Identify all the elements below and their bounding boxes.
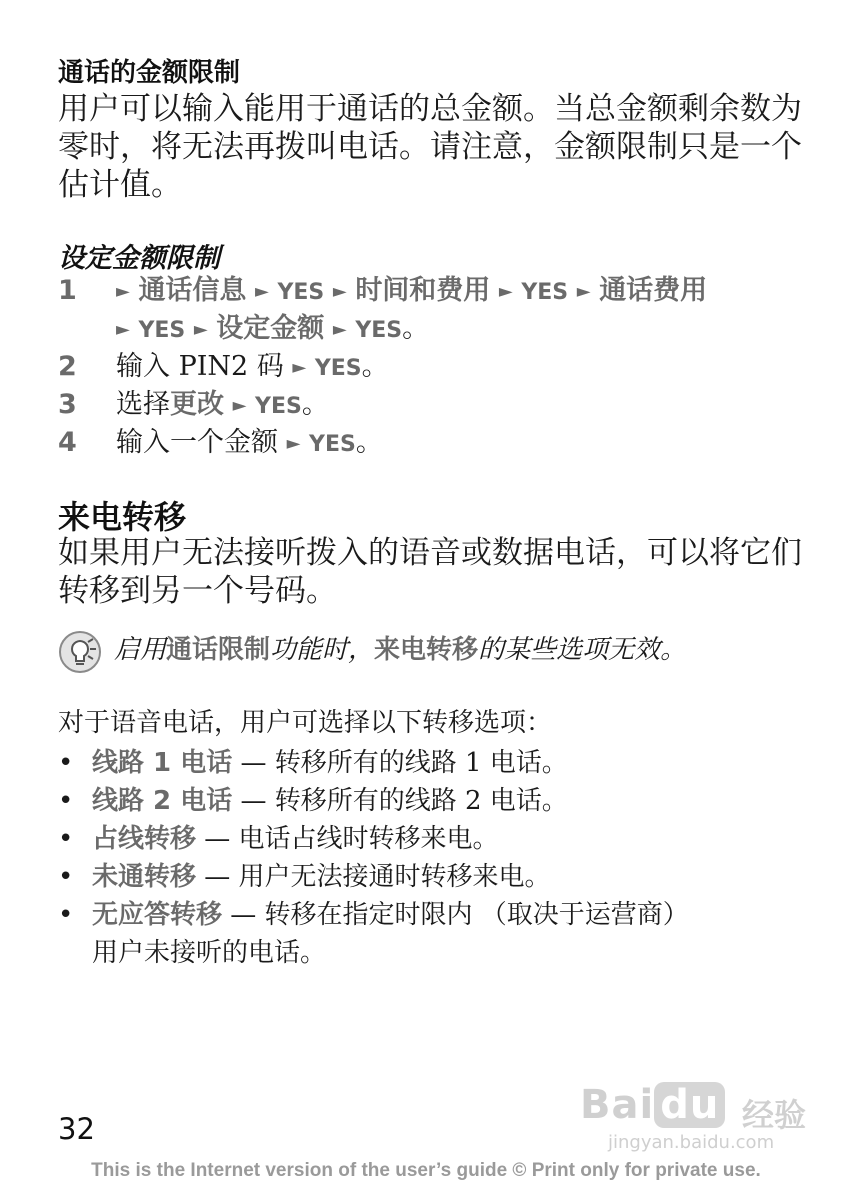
page-footer: This is the Internet version of the user’s guide © Print only for private use. (91, 1160, 761, 1181)
tip-keyword: 来电转移 (374, 635, 479, 665)
step-instruction: 选择 (116, 389, 170, 420)
page-number: 32 (58, 1112, 95, 1146)
step-text (116, 348, 389, 389)
option-description-continued: 用户未接听的电话。 (92, 938, 327, 968)
option-label: 线路 2 电话 (92, 786, 233, 816)
option-label: 占线转移 (92, 824, 197, 854)
arrow-right-icon: ► (193, 319, 208, 340)
bullet-icon: • (58, 862, 74, 892)
menu-path-item: 通话费用 (599, 275, 708, 306)
bullet-icon: • (58, 748, 74, 778)
step-end: 。 (402, 313, 430, 344)
menu-path-item: 更改 (170, 389, 224, 420)
yes-key-label: YES (138, 318, 186, 343)
list-item (58, 896, 818, 972)
list-item (58, 744, 818, 782)
list-item (58, 820, 818, 858)
option-label: 无应答转移 (92, 900, 223, 930)
arrow-right-icon: ► (232, 395, 247, 416)
menu-path-item: 通话信息 (138, 275, 247, 306)
step-number: 3 (58, 389, 77, 420)
watermark-logo (580, 1082, 725, 1128)
tip-text (114, 630, 686, 670)
divert-options-list (58, 744, 818, 972)
step-number: 1 (58, 275, 77, 306)
bullet-icon: • (58, 786, 74, 816)
option-label: 未通转移 (92, 862, 197, 892)
step-end: 。 (361, 351, 389, 382)
arrow-right-icon: ► (286, 433, 301, 454)
tip-keyword: 通话限制 (166, 635, 271, 665)
yes-key-label: YES (521, 280, 569, 305)
step-text (116, 272, 707, 313)
menu-path-item: 时间和费用 (355, 275, 491, 306)
option-description: — 转移在指定时限内 （取决于运营商） (222, 900, 689, 930)
arrow-right-icon: ► (116, 281, 130, 302)
baidu-jingyan-watermark (580, 1060, 810, 1160)
arrow-right-icon: ► (576, 281, 591, 302)
watermark-cn-text: 经验 (742, 1096, 807, 1134)
option-description: — 转移所有的线路 1 电话。 (232, 748, 568, 778)
arrow-right-icon: ► (116, 319, 130, 340)
watermark-logo-text: Bai (580, 1082, 655, 1128)
list-item (58, 858, 818, 896)
section-paragraph-call-divert: 如果用户无法接听拨入的语音或数据电话，可以将它们转移到另一个号码。 (58, 535, 802, 609)
option-label: 线路 1 电话 (92, 748, 233, 778)
options-intro: 对于语音电话，用户可选择以下转移选项： (58, 708, 553, 738)
arrow-right-icon: ► (255, 281, 269, 302)
section-heading-call-divert: 来电转移 (58, 498, 187, 536)
tip-note (58, 626, 818, 674)
step-end: 。 (301, 389, 329, 420)
step-number: 2 (58, 351, 77, 382)
procedure-title: 设定金额限制 (58, 243, 220, 274)
watermark-logo-du: du (654, 1082, 725, 1128)
step-number: 4 (58, 427, 77, 458)
yes-key-label: YES (309, 432, 356, 457)
step-text (116, 386, 329, 427)
option-description: — 用户无法接通时转移来电。 (196, 862, 551, 892)
step-text (116, 310, 429, 351)
step-instruction: 输入一个金额 (116, 427, 278, 458)
yes-key-label: YES (277, 280, 325, 305)
section-paragraph-call-cost-limit: 用户可以输入能用于通话的总金额。当总金额剩余数为零时，将无法再拨叫电话。请注意，金额限制只是一个估计值。 (58, 91, 802, 203)
yes-key-label: YES (355, 318, 403, 343)
bullet-icon: • (58, 900, 74, 930)
arrow-right-icon: ► (332, 319, 347, 340)
bullet-icon: • (58, 824, 74, 854)
step-instruction: 输入 PIN2 码 (116, 351, 284, 382)
step-text (116, 424, 383, 465)
menu-path-item: 设定金额 (216, 313, 325, 344)
yes-key-label: YES (314, 356, 362, 381)
tip-text-part: 的某些选项无效。 (478, 635, 687, 665)
watermark-url: jingyan.baidu.com (608, 1132, 775, 1153)
tip-text-part: 功能时， (270, 635, 375, 665)
lightbulb-tip-icon (58, 630, 102, 674)
option-description: — 转移所有的线路 2 电话。 (232, 786, 568, 816)
tip-text-part: 启用 (114, 635, 167, 665)
section-heading-call-cost-limit: 通话的金额限制 (58, 58, 241, 88)
arrow-right-icon: ► (292, 357, 307, 378)
list-item (58, 782, 818, 820)
option-description: — 电话占线时转移来电。 (196, 824, 499, 854)
yes-key-label: YES (255, 394, 302, 419)
step-end: 。 (355, 427, 383, 458)
arrow-right-icon: ► (332, 281, 347, 302)
arrow-right-icon: ► (498, 281, 513, 302)
